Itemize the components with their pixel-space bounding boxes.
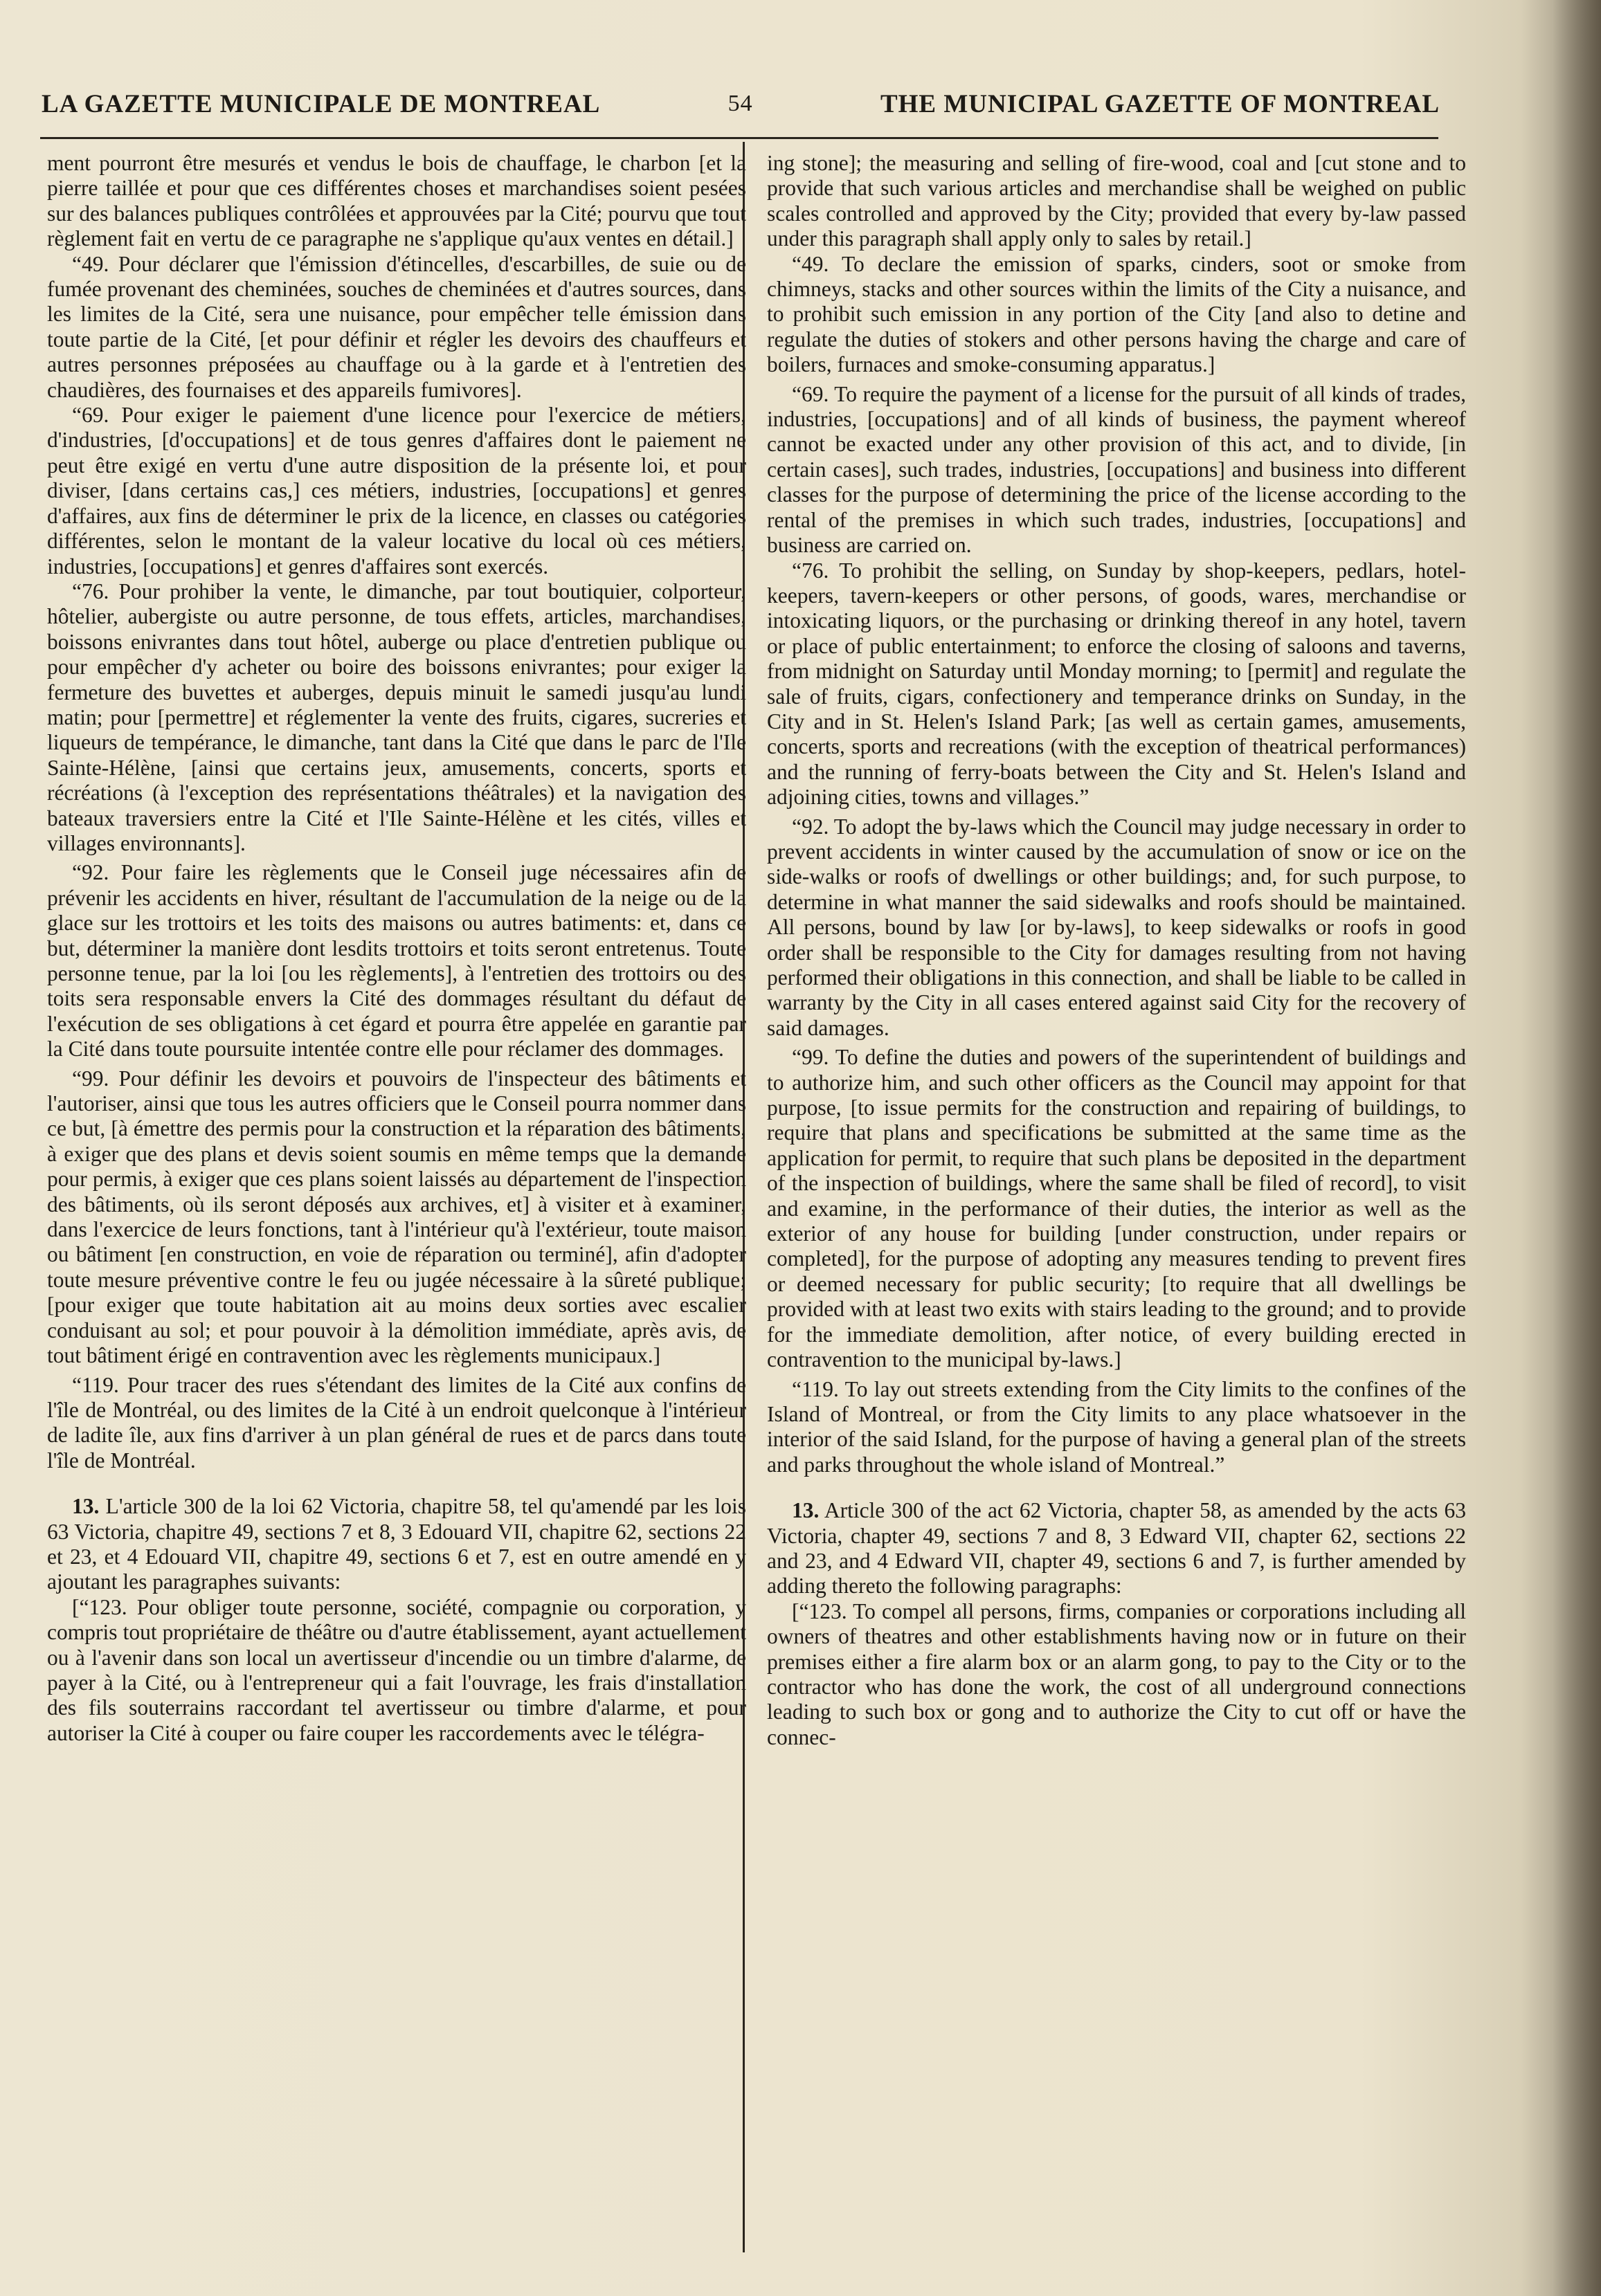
- en-paragraph-49: “49. To declare the emission of sparks, cinders, soot or smoke from chimneys, stacks and other sources within the limits of the City a nuisance, and to prohibit such emission in any portion of the City [and also to detine and regulate the duties of stokers and other persons having the charge and care of boilers, furnaces and smoke-consuming apparatus.]: [767, 251, 1466, 377]
- en-paragraph-119: “119. To lay out streets extending from the City limits to the confines of the Island of Montreal, or from the City limits to any place whatsoever in the interior of the said Island, for the purpose of having a general plan of the streets and parks throughout the whole island of Montreal.”: [767, 1376, 1466, 1477]
- page-header: [42, 83, 1440, 125]
- en-section-13-text: Article 300 of the act 62 Victoria, chapter 58, as amended by the acts 63 Victoria, chapter 49, sections 7 and 8, 3 Edward VII, chapter 62, sections 22 and 23, and 4 Edward VII, chapter 49, sections 6 and 7, is further amended by adding thereto the following paragraphs:: [767, 1498, 1467, 1598]
- en-paragraph-continued: ing stone]; the measuring and selling of fire-wood, coal and [cut stone and to provide that such various articles and merchandise shall be weighed on public scales controlled and approved by the City; provided that every by-law passed under this paragraph shall apply only to sales by retail.]: [767, 151, 1466, 251]
- en-section-13: [767, 1498, 1466, 1599]
- en-paragraph-69: “69. To require the payment of a license for the pursuit of all kinds of trades, industries, [occupations] and of all kinds of business, the payment whereof cannot be exacted under any other provision of this act, and to divide, [in certain cases], such trades, industries, [occupations] and business into different classes for the purpose of determining the price of the license according to the rental of the premises in which such trades, industries, [occupations] and business are carried on.: [767, 381, 1466, 558]
- en-paragraph-99: “99. To define the duties and powers of the superintendent of buildings and to authorize him, and such other officers as the Council may appoint for that purpose, [to issue permits for the construction and repairing of buildings, to require that plans and specifications be submitted at the same time as the application for permit, to require that such plans be deposited in the department of the inspection of buildings, where the same shall be filed of record], to visit and examine, in the performance of their duties, the interior as well as the exterior of any house for building [under construction, under repairs or completed], for the purpose of adopting any measures tending to prevent fires or deemed necessary for public security; [to require that all dwellings be provided with at least two exits with stairs leading to the ground; and to provide for the immediate demolition, after notice, of every building erected in contravention to the municipal by-laws.]: [767, 1045, 1466, 1372]
- fr-paragraph-92: “92. Pour faire les règlements que le Conseil juge nécessaires afin de prévenir les accidents en hiver, résultant de l'accumulation de la neige ou de la glace sur les trottoirs et les toits des maisons ou autres batiments: et, dans ce but, déterminer la manière dont lesdits trottoirs et toits seront entretenus. Toute personne tenue, par la loi [ou les règlements], à l'entretien des trottoirs ou des toits sera responsable envers la Cité des dommages résultant du défaut de l'exécution de ses obligations à cet égard et pourra être appelée en garantie par la Cité dans toute poursuite intentée contre elle pour réclamer des dommages.: [47, 860, 746, 1062]
- fr-paragraph-123: [“123. Pour obliger toute personne, société, compagnie ou corporation, y compris tout propriétaire de théâtre ou d'autre établissement, ayant actuellement ou à l'avenir dans son local un avertisseur d'incendie ou un timbre d'alarme, de payer à la Cité, ou à l'entrepreneur qui a fait l'ouvrage, les frais d'installation des fils souterrains raccordant tel avertisseur ou timbre d'alarme, et pour autoriser la Cité à couper ou faire couper les raccordements avec le télégra-: [47, 1594, 746, 1745]
- en-section-13-number: 13.: [792, 1498, 820, 1523]
- fr-paragraph-49: “49. Pour déclarer que l'émission d'étincelles, d'escarbilles, de suie ou de fumée provenant des cheminées, souches de cheminées et d'autres sources, dans les limites de la Cité, sera une nuisance, pour empêcher telle émission dans toute partie de la Cité, [et pour définir et régler les devoirs des chauffeurs et autres personnes préposées au chauffage ou à la garde et à l'entretien des chaudières, des fournaises et des appareils fumivores].: [47, 251, 746, 402]
- header-french-title: LA GAZETTE MUNICIPALE DE MONTREAL: [42, 89, 601, 118]
- page-number: 54: [727, 91, 753, 116]
- en-paragraph-92: “92. To adopt the by-laws which the Council may judge necessary in order to prevent accidents in winter caused by the accumulation of snow or ice on the side-walks or roofs of dwellings or other buildings; and, for such purpose, to determine in what manner the said sidewalks and roofs should be maintained. All persons, bound by law [or by-laws], to keep sidewalks or roofs in good order shall be responsible to the City for damages resulting from not having performed their obligations in this connection, and shall be liable to be called in warranty by the City in all cases entered against said City for the recovery of said damages.: [767, 814, 1466, 1040]
- fr-paragraph-69: “69. Pour exiger le paiement d'une licence pour l'exercice de métiers, d'industries, [d'occupations] et de tous genres d'affaires dont le paiement ne peut être exigé en vertu d'une autre disposition de la présente loi, et pour diviser, [dans certains cas,] ces métiers, industries, [occupations] et genres d'affaires, aux fins de déterminer le prix de la licence, en classes ou catégories différentes, selon le montant de la valeur locative du local où ces métiers, industries, [occupations] et genres d'affaires sont exercés.: [47, 403, 746, 578]
- english-column: [767, 151, 1466, 1750]
- french-column: [47, 151, 746, 1746]
- page-edge-shadow: [1553, 0, 1601, 2296]
- fr-paragraph-119: “119. Pour tracer des rues s'étendant des limites de la Cité aux confins de l'île de Montréal, ou des limites de la Cité à un endroit quelconque à l'intérieur de ladite île, aux fins d'arriver à un plan général de rues et de parcs dans toute l'île de Montréal.: [47, 1372, 746, 1473]
- header-rule: [40, 137, 1438, 139]
- fr-paragraph-76: “76. Pour prohiber la vente, le dimanche, par tout boutiquier, colporteur, hôtelier, aubergiste ou autre personne, de tous effets, articles, marchandises, boissons enivrantes dans tout hôtel, auberge ou place d'entretien publique ou pour empêcher d'y acheter ou boire des boissons enivrantes; pour exiger la fermeture des buvettes et auberges, depuis minuit le samedi jusqu'au lundi matin; pour [permettre] et réglementer la vente des fruits, cigares, sucreries et liqueurs de tempérance, le dimanche, tant dans la Cité que dans le parc de l'Ile Sainte-Hélène, [ainsi que certains jeux, amusements, concerts, sports et récréations (à l'exception des représentations théâtrales) et la navigation des bateaux traversiers entre la Cité et l'Ile Sainte-Hélène et les cités, villes et villages environnants].: [47, 578, 746, 855]
- fr-paragraph-continued: ment pourront être mesurés et vendus le bois de chauffage, le charbon [et la pierre taillée et pour que ces différentes choses et marchandises soient pesées sur des balances publiques contrôlées et approuvées par la Cité; pourvu que tout règlement fait en vertu de ce paragraphe ne s'applique qu'aux ventes en détail.]: [47, 151, 746, 251]
- fr-section-13: [47, 1494, 746, 1595]
- fr-section-13-number: 13.: [72, 1494, 100, 1519]
- fr-paragraph-99: “99. Pour définir les devoirs et pouvoirs de l'inspecteur des bâtiments et l'autoriser, ainsi que tous les autres officiers que le Conseil pourra nommer dans ce but, [à émettre des permis pour la construction et la réparation des bâtiments, à exiger que des plans et devis soient soumis en même temps que la demande pour permis, à exiger que ces plans soient laissés au département de l'inspection des bâtiments, où ils seront déposés aux archives, et] à visiter et à examiner, dans l'exercice de leurs fonctions, tant à l'intérieur qu'à l'extérieur, toute maison ou bâtiment [en construction, en voie de réparation ou terminé], afin d'adopter toute mesure préventive contre le feu ou jugée nécessaire à la sûreté publique; [pour exiger que toute habitation ait au moins deux sorties avec escalier conduisant au sol; et pour pouvoir à la démolition immédiate, après avis, de tout bâtiment érigé en contravention avec les règlements municipaux.]: [47, 1066, 746, 1368]
- fr-section-13-text: L'article 300 de la loi 62 Victoria, chapitre 58, tel qu'amendé par les lois 63 Victoria, chapitre 49, sections 7 et 8, 3 Edouard VII, chapitre 62, sections 22 et 23, et 4 Edouard VII, chapitre 49, sections 6 et 7, est en outre amendé en y ajoutant les paragraphes suivants:: [47, 1494, 747, 1594]
- header-english-title: THE MUNICIPAL GAZETTE OF MONTREAL: [880, 89, 1440, 118]
- en-paragraph-76: “76. To prohibit the selling, on Sunday by shop-keepers, pedlars, hotel-keepers, tavern-keepers or other persons, of goods, wares, merchandise or intoxicating liquors, or the purchasing or drinking thereof in any hotel, tavern or place of public entertainment; to enforce the closing of saloons and taverns, from midnight on Saturday until Monday morning; to [permit] and regulate the sale of fruits, cigars, confectionery and temperance drinks on Sunday, in the City and in St. Helen's Island Park; [as well as certain games, amusements, concerts, sports and recreations (with the exception of theatrical performances) and the running of ferry-boats between the City and St. Helen's Island and adjoining cities, towns and villages.”: [767, 558, 1466, 810]
- en-paragraph-123: [“123. To compel all persons, firms, companies or corporations including all owners of theatres and other establishments having now or in future on their premises either a fire alarm box or an alarm gong, to pay to the City or to the contractor who has done the work, the cost of all underground connections leading to such box or gong and to authorize the City to cut off or have the connec-: [767, 1598, 1466, 1749]
